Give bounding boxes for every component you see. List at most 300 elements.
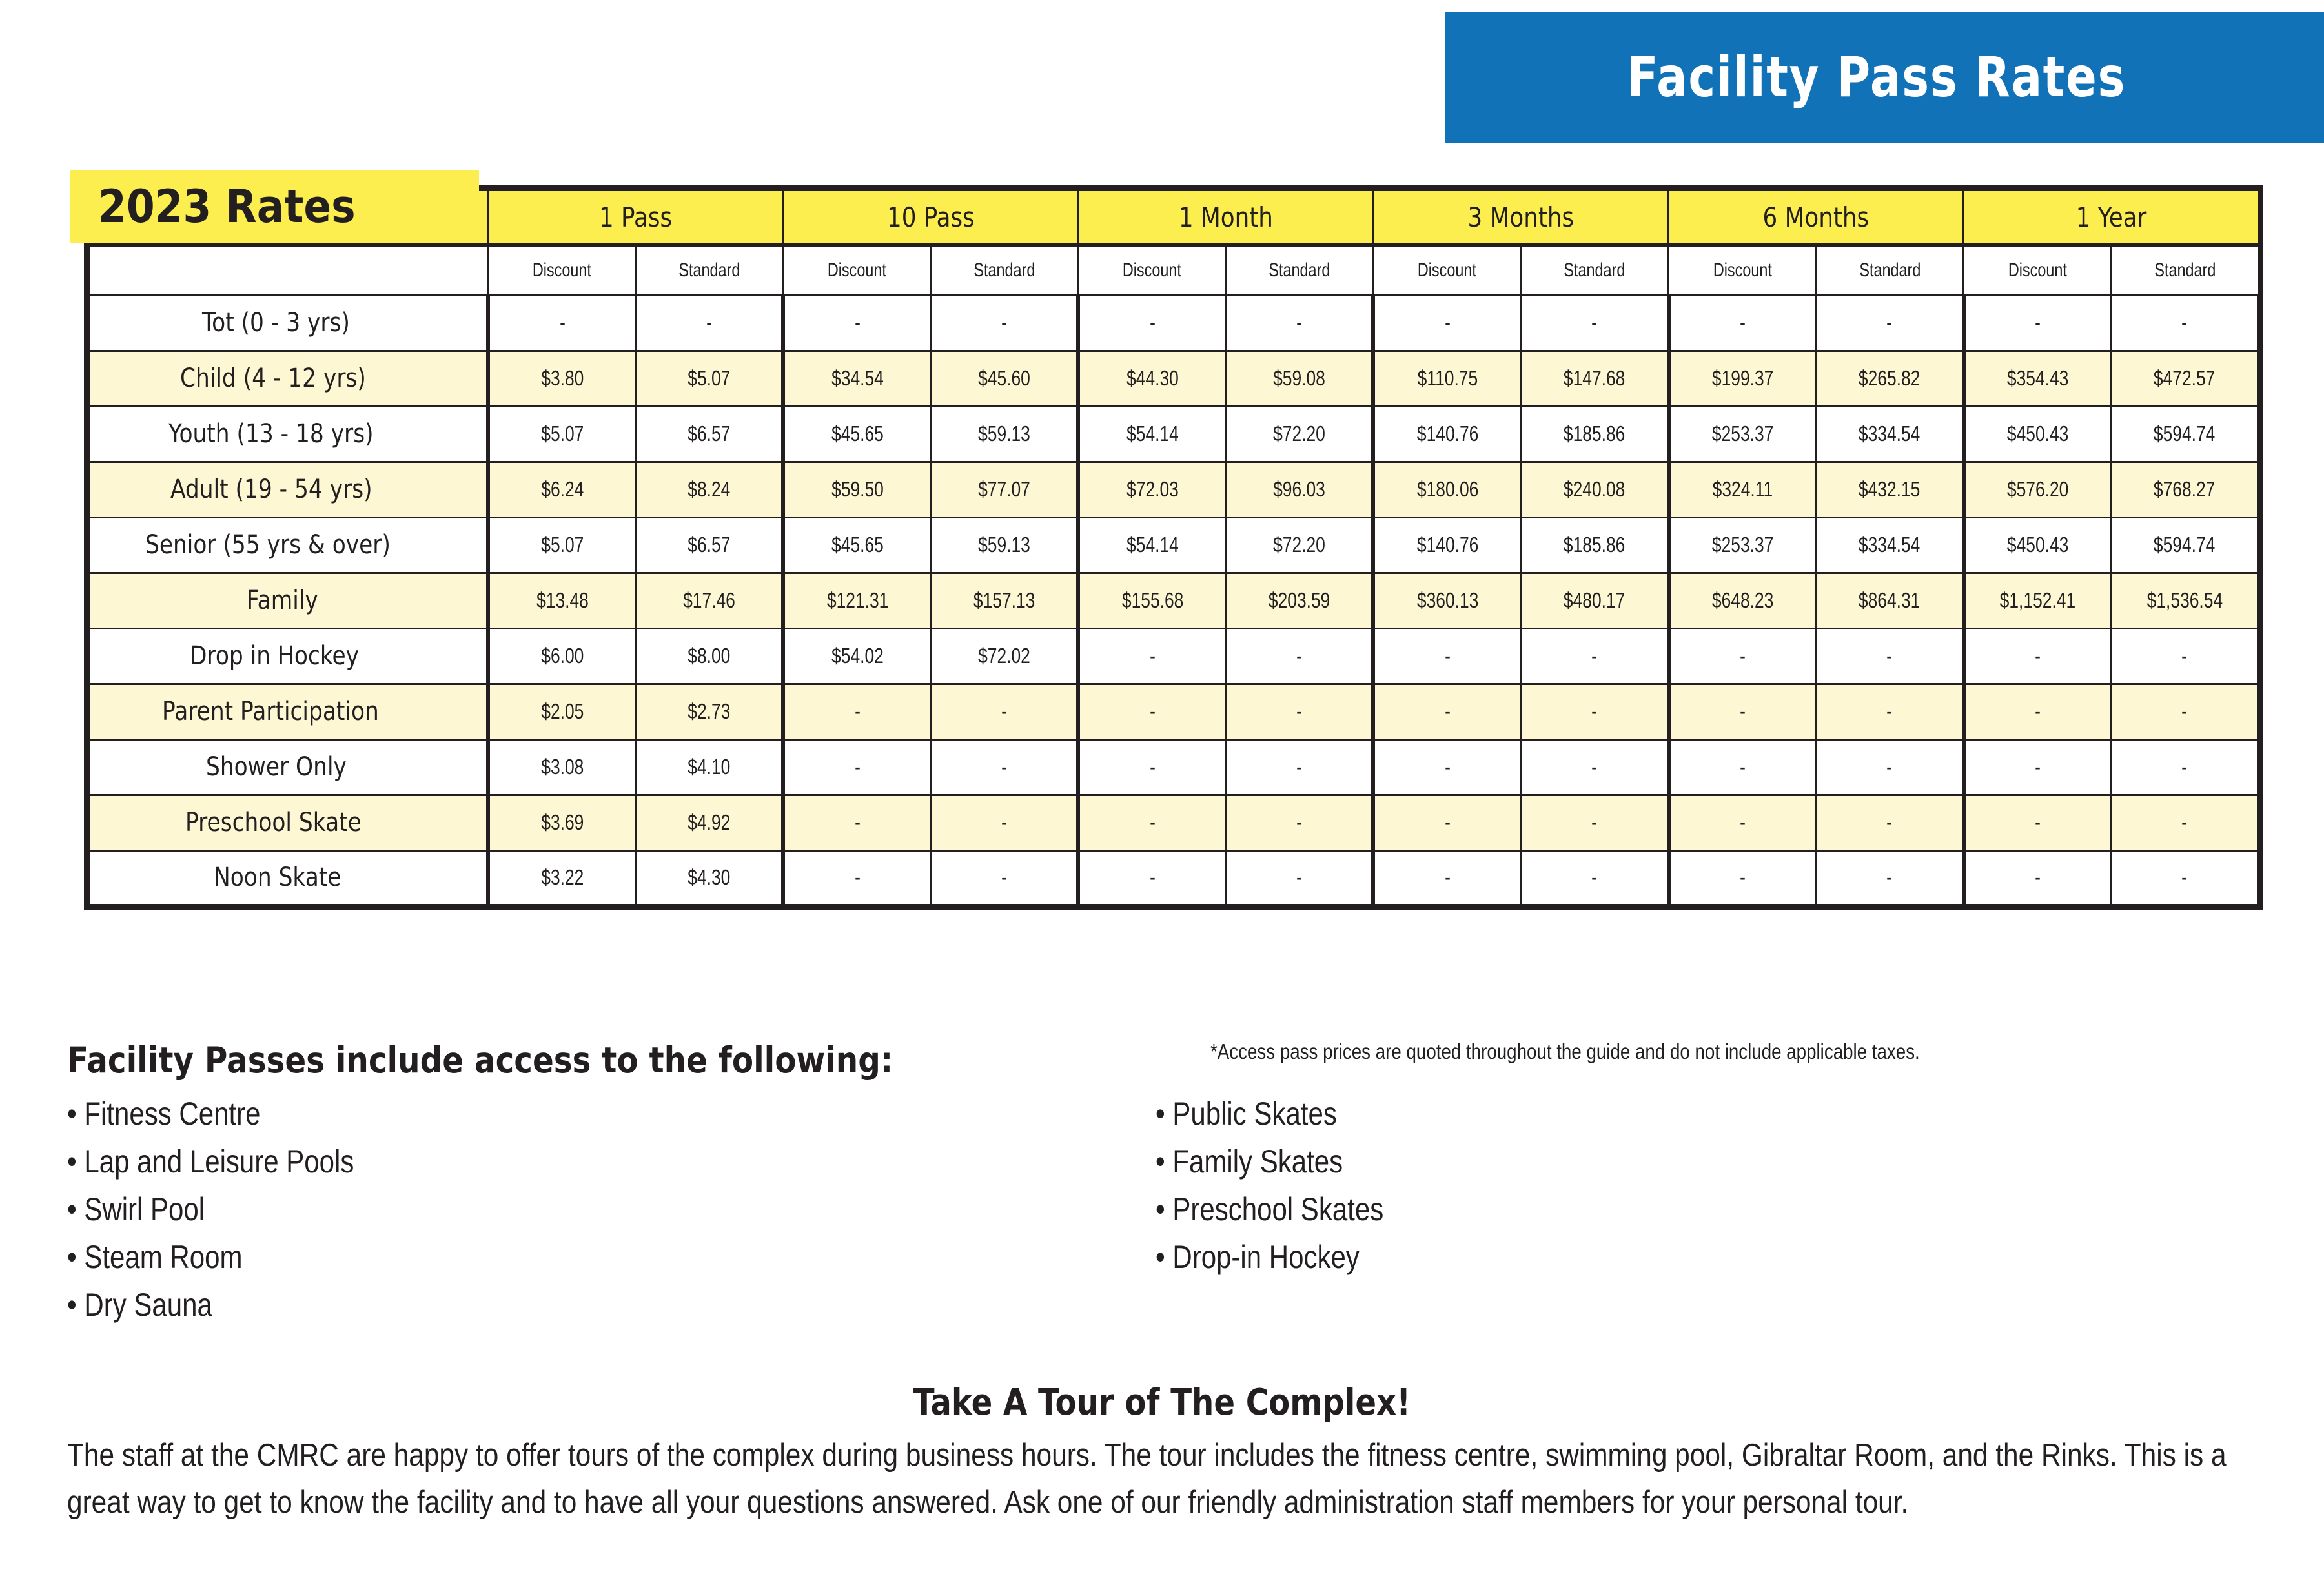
cell-r2-c10 (1964, 406, 2112, 462)
cell-r5-c11 (2111, 573, 2259, 628)
cell-value: $5.07 (540, 533, 584, 557)
cell-r9-c3 (931, 795, 1079, 850)
cell-r8-c6 (1373, 739, 1521, 795)
cell-r0-c6 (1373, 295, 1521, 351)
cell-r5-c10 (1964, 573, 2112, 628)
cell-r10-c9 (1816, 850, 1964, 906)
cell-r9-c5 (1226, 795, 1374, 850)
cell-r4-c4 (1078, 517, 1226, 573)
cell-value: $5.07 (688, 366, 731, 390)
row-label-text: Child (4 - 12 yrs) (179, 363, 366, 393)
row-label-child-4-12-yrs (88, 351, 488, 406)
row-label-tot-0-3-yrs (88, 295, 488, 351)
facility-pass-rates-table (86, 187, 2261, 908)
cell-r6-c5 (1226, 628, 1374, 684)
cell-r2-c9 (1816, 406, 1964, 462)
group-header-10-pass: 10 Pass (783, 189, 1078, 245)
cell-r4-c1 (636, 517, 784, 573)
cell-value: - (1296, 865, 1302, 890)
cell-value: $45.65 (831, 533, 884, 557)
cell-r5-c6 (1373, 573, 1521, 628)
cell-r8-c11 (2111, 739, 2259, 795)
cell-value: $72.02 (977, 644, 1030, 668)
cell-value: - (1591, 810, 1597, 834)
table-body (88, 295, 2259, 906)
sub-header-standard-4: Standard (1521, 245, 1669, 295)
row-label-drop-in-hockey (88, 628, 488, 684)
cell-r1-c2 (783, 351, 931, 406)
cell-value: $140.76 (1416, 422, 1479, 445)
cell-value: - (2035, 699, 2041, 723)
cell-value: - (706, 311, 712, 334)
group-header-3-months: 3 Months (1373, 189, 1668, 245)
cell-value: $360.13 (1416, 588, 1479, 612)
tax-footnote: *Access pass prices are quoted throughout the guide and do not include applicable taxes. (1210, 1039, 1920, 1063)
cell-value: $3.22 (540, 865, 584, 890)
cell-value: - (1740, 865, 1746, 890)
cell-value: $185.86 (1563, 533, 1626, 557)
row-label-text: Shower Only (206, 752, 347, 782)
cell-r5-c2 (783, 573, 931, 628)
cell-value: $59.50 (831, 477, 884, 501)
cell-value: - (1149, 865, 1156, 890)
cell-value: - (1149, 755, 1156, 779)
cell-r2-c4 (1078, 406, 1226, 462)
cell-r10-c6 (1373, 850, 1521, 906)
list-item (67, 1090, 409, 1138)
cell-value: - (1886, 644, 1893, 668)
list-item (1156, 1090, 1427, 1138)
row-label-parent-participation (88, 684, 488, 739)
cell-r6-c8 (1669, 628, 1817, 684)
group-header-1-pass: 1 Pass (488, 189, 783, 245)
cell-r9-c4 (1078, 795, 1226, 850)
cell-value: - (1001, 755, 1007, 779)
cell-r0-c0 (488, 295, 636, 351)
cell-r8-c8 (1669, 739, 1817, 795)
cell-value: - (2035, 810, 2041, 834)
table-row (88, 684, 2259, 739)
table-row (88, 739, 2259, 795)
cell-value: $354.43 (2007, 366, 2069, 390)
cell-r0-c3 (931, 295, 1079, 351)
sub-header-standard-2: Standard (931, 245, 1079, 295)
cell-value: - (854, 865, 861, 890)
cell-r2-c2 (783, 406, 931, 462)
tour-body: The staff at the CMRC are happy to offer tours of the complex during business hours. The tour includes the fitness centre, swimming pool, Gibraltar Room, and the Rinks. This is a great way to get to know the facility and to have all your questions answered. Ask one of our friendly administration staff members for your personal tour. (67, 1438, 2227, 1520)
cell-r5-c1 (636, 573, 784, 628)
cell-r8-c10 (1964, 739, 2112, 795)
cell-value: $3.69 (540, 810, 584, 834)
cell-r8-c0 (488, 739, 636, 795)
cell-r3-c5 (1226, 462, 1374, 517)
row-label-text: Noon Skate (214, 863, 341, 893)
cell-value: - (2035, 865, 2041, 890)
cell-r9-c2 (783, 795, 931, 850)
row-label-text: Parent Participation (161, 697, 379, 726)
cell-r3-c7 (1521, 462, 1669, 517)
list-item (67, 1185, 409, 1233)
cell-value: $185.86 (1563, 422, 1626, 445)
cell-r7-c5 (1226, 684, 1374, 739)
table-row (88, 295, 2259, 351)
sub-header-blank (88, 245, 488, 295)
row-label-preschool-skate (88, 795, 488, 850)
cell-r6-c7 (1521, 628, 1669, 684)
cell-r10-c2 (783, 850, 931, 906)
cell-r5-c8 (1669, 573, 1817, 628)
cell-value: - (1149, 810, 1156, 834)
cell-r4-c6 (1373, 517, 1521, 573)
page-title: Facility Pass Rates (1627, 45, 2126, 110)
cell-r10-c5 (1226, 850, 1374, 906)
row-label-family (88, 573, 488, 628)
cell-value: - (1445, 755, 1451, 779)
row-label-youth-13-18-yrs (88, 406, 488, 462)
cell-r1-c10 (1964, 351, 2112, 406)
cell-r8-c4 (1078, 739, 1226, 795)
cell-r10-c4 (1078, 850, 1226, 906)
sub-header-standard-5: Standard (1816, 245, 1964, 295)
cell-value: $44.30 (1126, 366, 1179, 390)
cell-value: $432.15 (1859, 477, 1921, 501)
includes-right-ul (1156, 1090, 1427, 1281)
cell-r0-c10 (1964, 295, 2112, 351)
row-label-noon-skate (88, 850, 488, 906)
sub-header-discount-2: Discount (783, 245, 931, 295)
cell-value: $54.14 (1126, 422, 1179, 445)
cell-r3-c10 (1964, 462, 2112, 517)
cell-value: $13.48 (536, 588, 589, 612)
cell-value: $6.57 (688, 533, 731, 557)
cell-r5-c7 (1521, 573, 1669, 628)
cell-r10-c7 (1521, 850, 1669, 906)
cell-r9-c7 (1521, 795, 1669, 850)
row-label-text: Family (246, 586, 318, 615)
cell-value: - (1445, 865, 1451, 890)
cell-value: $450.43 (2007, 422, 2069, 445)
cell-value: $3.08 (540, 755, 584, 779)
cell-value: - (559, 311, 566, 334)
cell-value: - (1296, 755, 1302, 779)
list-item-text: • Fitness Centre (67, 1096, 261, 1132)
row-label-text: Preschool Skate (185, 808, 362, 837)
row-label-text: Youth (13 - 18 yrs) (168, 419, 374, 449)
cell-value: - (1591, 699, 1597, 723)
cell-value: $450.43 (2007, 533, 2069, 557)
cell-value: - (1149, 644, 1156, 668)
cell-r1-c8 (1669, 351, 1817, 406)
cell-r6-c4 (1078, 628, 1226, 684)
cell-value: $54.02 (831, 644, 884, 668)
cell-value: $199.37 (1711, 366, 1774, 390)
cell-value: $203.59 (1268, 588, 1330, 612)
cell-r4-c5 (1226, 517, 1374, 573)
cell-value: - (2035, 311, 2041, 334)
cell-r9-c9 (1816, 795, 1964, 850)
facility-pass-rates-banner (1445, 12, 2324, 143)
table-row (88, 351, 2259, 406)
cell-r3-c4 (1078, 462, 1226, 517)
cell-value: - (1740, 644, 1746, 668)
cell-value: $59.13 (977, 533, 1030, 557)
cell-value: - (2035, 755, 2041, 779)
cell-value: $472.57 (2154, 366, 2216, 390)
cell-r6-c2 (783, 628, 931, 684)
includes-list-right (1156, 1090, 1427, 1281)
cell-value: $265.82 (1859, 366, 1921, 390)
cell-value: - (1296, 311, 1302, 334)
cell-value: $3.80 (540, 366, 584, 390)
cell-value: $34.54 (831, 366, 884, 390)
cell-r0-c4 (1078, 295, 1226, 351)
cell-value: $17.46 (682, 588, 735, 612)
cell-value: $8.24 (688, 477, 731, 501)
table-row (88, 628, 2259, 684)
list-item (67, 1138, 409, 1185)
cell-r5-c0 (488, 573, 636, 628)
cell-r1-c7 (1521, 351, 1669, 406)
cell-value: $72.20 (1273, 533, 1325, 557)
sub-header-standard-1: Standard (636, 245, 784, 295)
cell-value: $648.23 (1711, 588, 1774, 612)
cell-value: - (2181, 755, 2188, 779)
cell-value: $5.07 (540, 422, 584, 445)
cell-r1-c11 (2111, 351, 2259, 406)
cell-r3-c3 (931, 462, 1079, 517)
cell-value: $4.10 (688, 755, 731, 779)
cell-r3-c1 (636, 462, 784, 517)
cell-r0-c11 (2111, 295, 2259, 351)
cell-r8-c1 (636, 739, 784, 795)
cell-r0-c5 (1226, 295, 1374, 351)
list-item-text: • Public Skates (1156, 1096, 1337, 1132)
sub-header-standard-6: Standard (2111, 245, 2259, 295)
cell-r7-c11 (2111, 684, 2259, 739)
cell-r8-c2 (783, 739, 931, 795)
cell-value: $768.27 (2154, 477, 2216, 501)
cell-r9-c1 (636, 795, 784, 850)
cell-r10-c1 (636, 850, 784, 906)
cell-value: - (1886, 311, 1893, 334)
row-label-shower-only (88, 739, 488, 795)
group-header-1-year: 1 Year (1964, 189, 2259, 245)
cell-value: $180.06 (1416, 477, 1479, 501)
row-label-text: Drop in Hockey (189, 641, 359, 671)
cell-value: - (854, 311, 861, 334)
cell-r2-c6 (1373, 406, 1521, 462)
sub-header-discount-6: Discount (1964, 245, 2112, 295)
cell-value: - (2181, 311, 2188, 334)
cell-value: $1,536.54 (2146, 588, 2223, 612)
cell-value: $2.05 (540, 699, 584, 723)
rates-table-container (86, 187, 2261, 908)
list-item-text: • Lap and Leisure Pools (67, 1143, 354, 1180)
cell-value: - (1445, 644, 1451, 668)
cell-value: - (1740, 755, 1746, 779)
cell-value: $864.31 (1859, 588, 1921, 612)
cell-r7-c6 (1373, 684, 1521, 739)
list-item (67, 1233, 409, 1281)
sub-header-discount-5: Discount (1669, 245, 1817, 295)
includes-heading: Facility Passes include access to the following: (67, 1039, 893, 1081)
sub-header-standard-3: Standard (1226, 245, 1374, 295)
sub-header-discount-1: Discount (488, 245, 636, 295)
cell-r3-c11 (2111, 462, 2259, 517)
cell-value: - (1445, 810, 1451, 834)
cell-r7-c2 (783, 684, 931, 739)
cell-value: - (1886, 865, 1893, 890)
cell-r0-c1 (636, 295, 784, 351)
cell-value: - (2181, 699, 2188, 723)
table-row (88, 462, 2259, 517)
cell-r4-c3 (931, 517, 1079, 573)
cell-r0-c8 (1669, 295, 1817, 351)
cell-value: - (1001, 810, 1007, 834)
cell-value: - (1445, 699, 1451, 723)
cell-r9-c8 (1669, 795, 1817, 850)
cell-r7-c0 (488, 684, 636, 739)
cell-r2-c8 (1669, 406, 1817, 462)
cell-r1-c5 (1226, 351, 1374, 406)
cell-r6-c3 (931, 628, 1079, 684)
cell-value: $6.00 (540, 644, 584, 668)
cell-value: - (1591, 311, 1597, 334)
cell-r8-c5 (1226, 739, 1374, 795)
cell-value: $2.73 (688, 699, 731, 723)
cell-value: - (1886, 810, 1893, 834)
cell-value: - (1740, 810, 1746, 834)
cell-r7-c7 (1521, 684, 1669, 739)
cell-r10-c8 (1669, 850, 1817, 906)
cell-r2-c11 (2111, 406, 2259, 462)
list-item (67, 1281, 409, 1329)
cell-value: $147.68 (1563, 366, 1626, 390)
includes-left-ul (67, 1090, 409, 1329)
cell-value: - (1001, 311, 1007, 334)
cell-r6-c10 (1964, 628, 2112, 684)
cell-value: - (2181, 644, 2188, 668)
cell-r10-c10 (1964, 850, 2112, 906)
cell-value: $334.54 (1859, 422, 1921, 445)
cell-r3-c2 (783, 462, 931, 517)
cell-r5-c4 (1078, 573, 1226, 628)
cell-value: $6.57 (688, 422, 731, 445)
cell-value: $110.75 (1417, 366, 1478, 390)
cell-r10-c0 (488, 850, 636, 906)
cell-r4-c10 (1964, 517, 2112, 573)
cell-r3-c0 (488, 462, 636, 517)
cell-value: $155.68 (1121, 588, 1184, 612)
cell-r8-c3 (931, 739, 1079, 795)
cell-value: $1,152.41 (2000, 588, 2076, 612)
cell-r0-c9 (1816, 295, 1964, 351)
table-row (88, 406, 2259, 462)
cell-value: - (1740, 699, 1746, 723)
cell-value: $72.20 (1273, 422, 1325, 445)
cell-r2-c0 (488, 406, 636, 462)
cell-r1-c1 (636, 351, 784, 406)
includes-list-left (67, 1090, 409, 1329)
cell-r2-c7 (1521, 406, 1669, 462)
cell-value: $594.74 (2154, 533, 2216, 557)
cell-value: $594.74 (2154, 422, 2216, 445)
cell-value: - (1296, 699, 1302, 723)
table-row (88, 795, 2259, 850)
cell-value: - (2035, 644, 2041, 668)
cell-r10-c11 (2111, 850, 2259, 906)
cell-value: $576.20 (2007, 477, 2069, 501)
cell-r3-c8 (1669, 462, 1817, 517)
cell-value: $45.60 (977, 366, 1030, 390)
cell-r2-c5 (1226, 406, 1374, 462)
row-label-adult-19-54-yrs (88, 462, 488, 517)
sub-header-discount-4: Discount (1373, 245, 1521, 295)
cell-value: - (854, 755, 861, 779)
cell-value: - (1001, 699, 1007, 723)
row-label-text: Adult (19 - 54 yrs) (170, 475, 372, 504)
cell-r3-c6 (1373, 462, 1521, 517)
cell-r1-c4 (1078, 351, 1226, 406)
cell-r9-c10 (1964, 795, 2112, 850)
cell-r6-c1 (636, 628, 784, 684)
cell-value: $157.13 (973, 588, 1035, 612)
year-rates-label: 2023 Rates (98, 180, 356, 233)
cell-r1-c9 (1816, 351, 1964, 406)
cell-value: $4.30 (688, 865, 731, 890)
cell-r9-c11 (2111, 795, 2259, 850)
cell-value: - (1001, 865, 1007, 890)
cell-r7-c3 (931, 684, 1079, 739)
cell-r0-c2 (783, 295, 931, 351)
cell-r8-c7 (1521, 739, 1669, 795)
cell-r4-c11 (2111, 517, 2259, 573)
cell-r7-c10 (1964, 684, 2112, 739)
cell-r6-c0 (488, 628, 636, 684)
cell-r9-c6 (1373, 795, 1521, 850)
cell-value: $77.07 (977, 477, 1030, 501)
list-item (1156, 1233, 1427, 1281)
cell-r1-c6 (1373, 351, 1521, 406)
cell-value: - (1149, 699, 1156, 723)
year-rates-badge (70, 170, 479, 243)
cell-r5-c5 (1226, 573, 1374, 628)
cell-r8-c9 (1816, 739, 1964, 795)
cell-r5-c9 (1816, 573, 1964, 628)
cell-value: $240.08 (1563, 477, 1626, 501)
cell-r2-c3 (931, 406, 1079, 462)
cell-value: $59.08 (1273, 366, 1325, 390)
sub-header-row (88, 245, 2259, 295)
cell-r4-c8 (1669, 517, 1817, 573)
cell-value: - (1740, 311, 1746, 334)
cell-value: $253.37 (1711, 533, 1774, 557)
table-row (88, 850, 2259, 906)
row-label-text: Senior (55 yrs & over) (145, 530, 391, 560)
cell-value: $96.03 (1273, 477, 1325, 501)
cell-r3-c9 (1816, 462, 1964, 517)
cell-r6-c6 (1373, 628, 1521, 684)
list-item (1156, 1185, 1427, 1233)
cell-r9-c0 (488, 795, 636, 850)
cell-r4-c7 (1521, 517, 1669, 573)
list-item-text: • Drop-in Hockey (1156, 1239, 1360, 1275)
cell-value: - (854, 699, 861, 723)
cell-value: - (854, 810, 861, 834)
list-item-text: • Family Skates (1156, 1143, 1343, 1180)
cell-value: $121.31 (826, 588, 888, 612)
cell-value: - (1591, 644, 1597, 668)
